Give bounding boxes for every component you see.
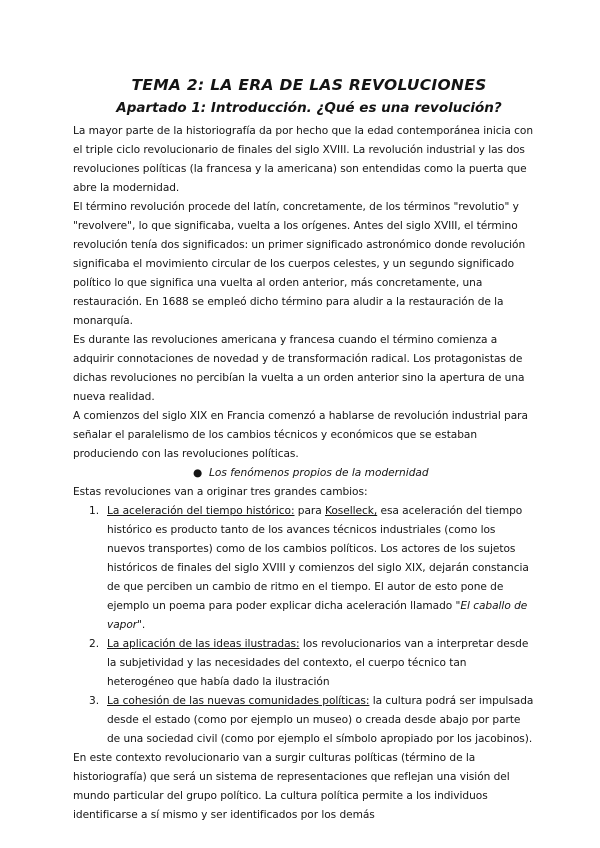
list-number: 2. [89,638,100,650]
paragraph: Es durante las revoluciones americana y francesa cuando el término comienza a adquirir connotaciones de novedad y de transformación radical. Los protagonistas de dichas revoluciones no percibían la vuelta a un orden anterior sino la apertura de una nueva realidad. [73,334,525,403]
list-item-text: esa aceleración del tiempo histórico es producto tanto de los avances técnicos industriales (como los nuevos transportes) como de los cambios políticos. Los actores de los sujetos históricos de finales del siglo XVIII y comienzos del siglo XIX, dejarán constancia de que perciben un cambio de ritmo en el tiempo. El autor de esto pone de ejemplo un poema para poder explicar dicha aceleración llamado [107,505,529,612]
paragraph: La mayor parte de la historiografía da por hecho que la edad contemporánea inicia con el triple ciclo revolucionario de finales del siglo XVIII. La revolución industrial y las dos revoluciones políticas (la francesa y la americana) son entendidas como la puerta que abre la modernidad. [73,125,534,194]
document-page [73,74,535,825]
list-item [73,692,535,749]
paragraph: A comienzos del siglo XIX en Francia comenzó a hablarse de revolución industrial para señalar el paralelismo de los cambios técnicos y económicos que se estaban produciendo con las revoluciones políticas. [73,410,528,460]
bullet-heading-text: Los fenómenos propios de la modernidad [209,467,429,479]
list-item-text: para [294,505,325,517]
page-title: TEMA 2: LA ERA DE LAS REVOLUCIONES [131,76,487,94]
list-number: 1. [89,505,100,517]
list-item [73,635,535,692]
list-item-heading: La aceleración del tiempo histórico: [107,505,295,517]
paragraph: En este contexto revolucionario van a surgir culturas políticas (término de la historiografía) que será un sistema de representaciones que reflejan una visión del mundo particular del grupo político. La cultura política permite a los individuos identificarse a sí mismo y ser identificados por los demás [73,752,510,821]
list-number: 3. [89,695,100,707]
poem-title: "El caballo de vapor" [107,600,528,631]
list-item [73,502,535,635]
bullet-icon: ● [193,467,203,479]
bullet-heading [73,464,535,483]
list-item-heading: La cohesión de las nuevas comunidades políticas: [107,695,370,707]
list-item-heading: La aplicación de las ideas ilustradas: [107,638,300,650]
list-item-text: los revolucionarios van a interpretar desde la subjetividad y las necesidades del contexto, el cuerpo técnico tan heterogéneo que había dado la ilustración [107,638,529,688]
section-subtitle: Apartado 1: Introducción. ¿Qué es una revolución? [116,100,502,116]
paragraph: El término revolución procede del latín, concretamente, de los términos "revolutio" y "revolvere", lo que significaba, vuelta a los orígenes. Antes del siglo XVIII, el término revolución tenía dos significados: un primer significado astronómico donde revolución significaba el movimiento circular de los cuerpos celestes, y un segundo significado político lo que significa una vuelta al orden anterior, más concretamente, una restauración. En 1688 se empleó dicho término para aludir a la restauración de la monarquía. [73,201,526,327]
author-name: Koselleck, [324,505,378,517]
changes-list [73,502,535,749]
list-intro: Estas revoluciones van a originar tres grandes cambios: [73,486,368,498]
list-item-text: la cultura podrá ser impulsada desde el estado (como por ejemplo un museo) o creada desde abajo por parte de una sociedad civil (como por ejemplo el símbolo apropiado por los jacobinos). [107,695,534,745]
list-item-text: . [141,619,146,631]
